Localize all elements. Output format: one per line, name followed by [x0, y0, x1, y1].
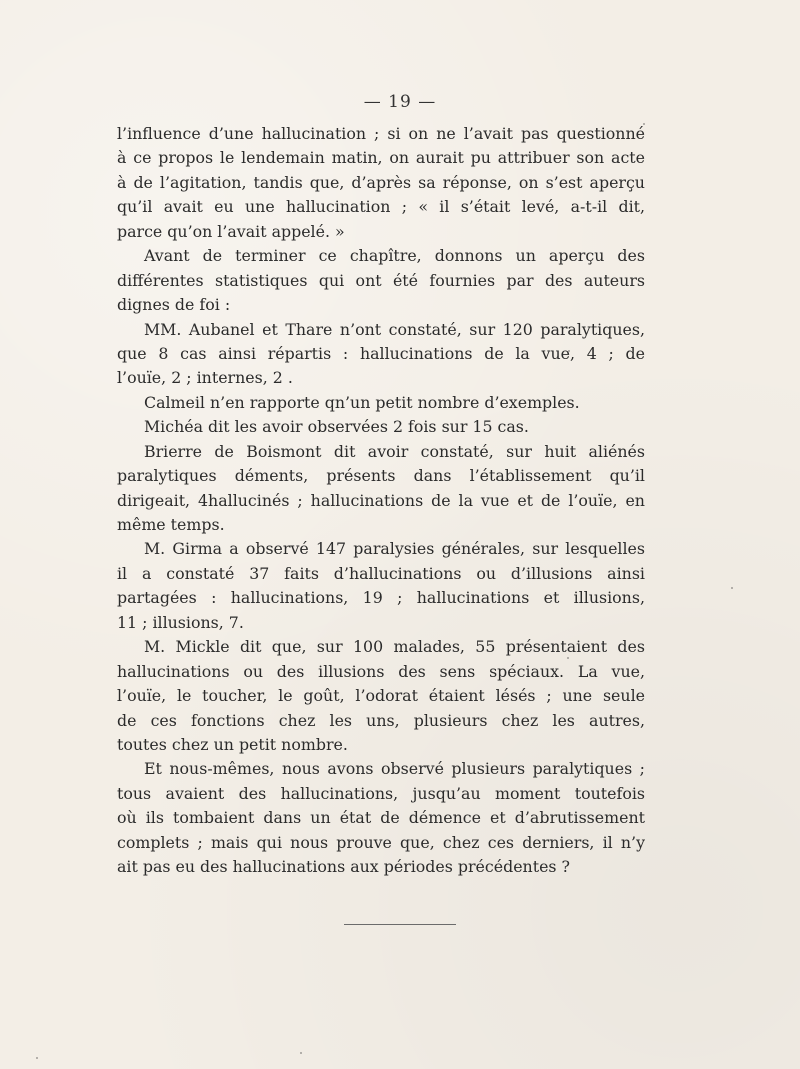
text-line: il a constaté 37 faits d’hallucinations ou d’illusions ainsi [117, 563, 645, 583]
text-line: M. Mickle dit que, sur 100 malades, 55 présentaient des [144, 637, 645, 657]
text-line: que 8 cas ainsi répartis : hallucinations de la vue, 4 ; de [117, 343, 645, 363]
end-rule [344, 924, 456, 925]
body-text [117, 122, 645, 880]
paper-speck [643, 123, 645, 125]
text-line: l’ouïe, le toucher, le goût, l’odorat étaient lésés ; une seule [117, 686, 645, 706]
text-line: Brierre de Boismont dit avoir constaté, sur huit aliénés [144, 441, 645, 461]
paper-speck [567, 657, 569, 659]
paper-speck [731, 587, 733, 589]
page-number: — 19 — [363, 92, 437, 112]
text-line: ait pas eu des hallucinations aux périodes précédentes ? [117, 857, 571, 877]
text-line: MM. Aubanel et Thare n’ont constaté, sur 120 paralytiques, [144, 319, 645, 339]
text-line: Avant de terminer ce chapître, donnons un aperçu des [144, 246, 645, 266]
text-line: dirigeait, 4hallucinés ; hallucinations de la vue et de l’ouïe, en [117, 490, 645, 510]
text-line: qu’il avait eu une hallucination ; « il s’était levé, a-t-il dit, [117, 197, 645, 217]
paper-speck [36, 1057, 38, 1059]
text-line: tous avaient des hallucinations, jusqu’au moment toutefois [117, 783, 645, 803]
text-line: toutes chez un petit nombre. [117, 734, 348, 754]
text-line: Et nous-mêmes, nous avons observé plusieurs paralytiques ; [144, 759, 645, 779]
text-line: paralytiques déments, présents dans l’établissement qu’il [117, 466, 645, 486]
text-line: hallucinations ou des illusions des sens spéciaux. La vue, [117, 661, 645, 681]
text-line: à ce propos le lendemain matin, on aurait pu attribuer son acte [117, 148, 645, 168]
text-line: à de l’agitation, tandis que, d’après sa réponse, on s’est aperçu [117, 172, 645, 192]
text-line: M. Girma a observé 147 paralysies générales, sur lesquelles [144, 539, 645, 559]
text-line: Calmeil n’en rapporte qn’un petit nombre d’exemples. [144, 392, 580, 412]
text-line: Michéa dit les avoir observées 2 fois sur 15 cas. [144, 417, 529, 437]
text-line: même temps. [117, 515, 225, 534]
text-line: complets ; mais qui nous prouve que, chez ces derniers, il n’y [117, 832, 645, 852]
paper-speck [568, 350, 570, 352]
text-line: parce qu’on l’avait appelé. » [117, 221, 345, 241]
text-line: l’ouïe, 2 ; internes, 2 . [117, 368, 293, 388]
text-line: de ces fonctions chez les uns, plusieurs chez les autres, [117, 710, 645, 730]
text-line: dignes de foi : [117, 295, 231, 315]
text-line: partagées : hallucinations, 19 ; hallucinations et illusions, [117, 588, 645, 608]
text-line: où ils tombaient dans un état de démence et d’abrutissement [117, 808, 645, 828]
text-line: 11 ; illusions, 7. [117, 612, 244, 632]
text-line: l’influence d’une hallucination ; si on ne l’avait pas questionné [117, 124, 645, 143]
paper-speck [300, 1052, 302, 1054]
text-line: différentes statistiques qui ont été fournies par des auteurs [117, 270, 645, 290]
